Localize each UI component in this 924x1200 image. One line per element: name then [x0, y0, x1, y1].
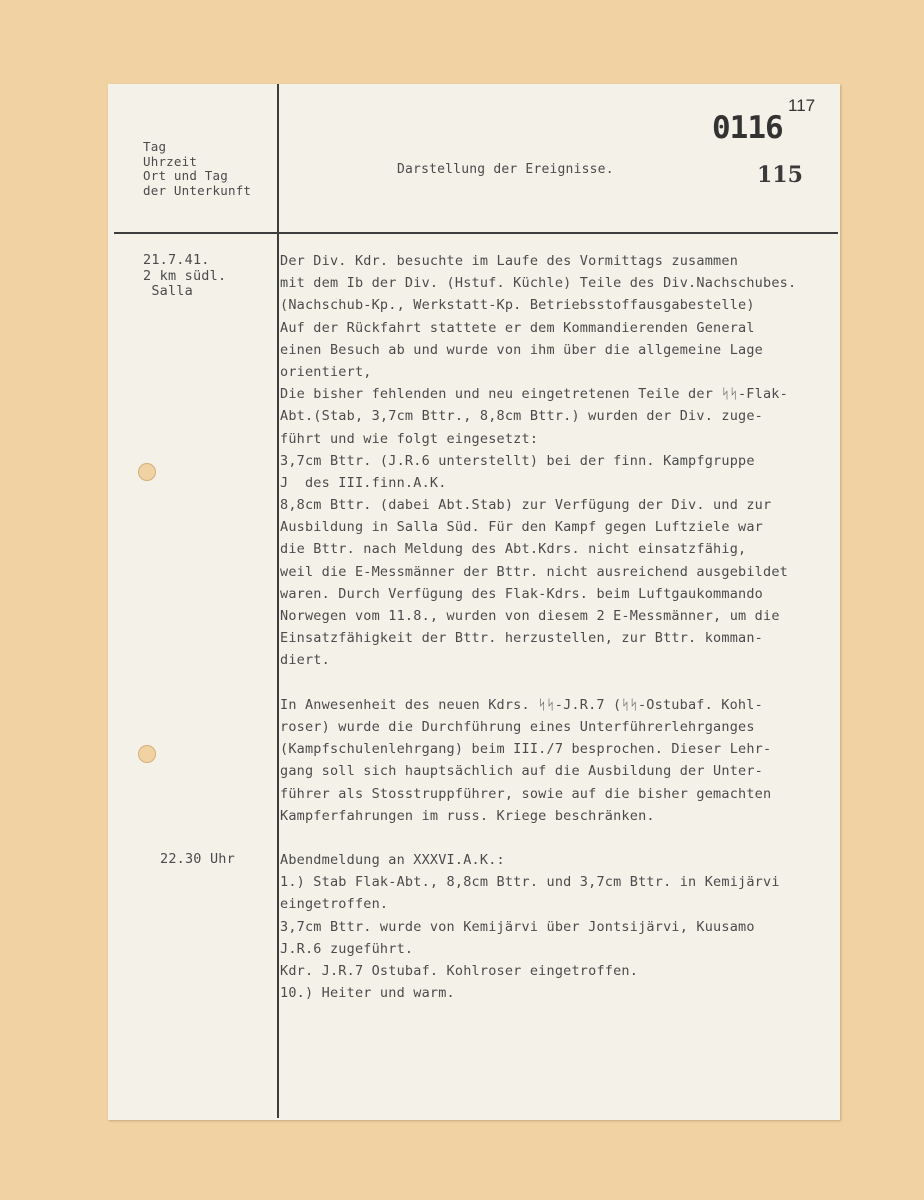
body-line: Ausbildung in Salla Süd. Für den Kampf gegen Luftziele war — [280, 519, 764, 536]
body-line: eingetroffen. — [280, 896, 389, 913]
body-line: (Kampfschulenlehrgang) beim III./7 besprochen. Dieser Lehr- — [280, 741, 772, 758]
header-divider — [114, 232, 838, 234]
report-body — [280, 250, 840, 1004]
body-line-blank — [280, 672, 840, 694]
stamp-page-number: 0116 — [712, 110, 783, 146]
body-line: Auf der Rückfahrt stattete er dem Kommandierenden General — [280, 319, 755, 336]
body-line: die Bttr. nach Meldung des Abt.Kdrs. nicht einsatzfähig, — [280, 541, 747, 558]
body-line: Der Div. Kdr. besuchte im Laufe des Vormittags zusammen — [280, 253, 739, 269]
header-label-ort: Ort und Tag — [143, 168, 228, 183]
stamp-page-number-small: 117 — [788, 96, 816, 115]
body-line: Einsatzfähigkeit der Bttr. herzustellen, zur Bttr. komman- — [280, 630, 764, 647]
body-line: 3,7cm Bttr. (J.R.6 unterstellt) bei der finn. Kampfgruppe — [280, 452, 755, 469]
header-label-unterkunft: der Unterkunft — [143, 182, 252, 198]
body-line: Kdr. J.R.7 Ostubaf. Kohlroser eingetroffen. — [280, 963, 639, 979]
body-line: roser) wurde die Durchführung eines Unterführerlehrganges — [280, 718, 755, 735]
entry-place-line2: Salla — [143, 283, 193, 299]
body-line: diert. — [280, 652, 330, 669]
body-line: Norwegen vom 11.8., wurden von diesem 2 E-Messmänner, um die — [280, 608, 780, 624]
body-line: J des III.finn.A.K. — [280, 474, 447, 491]
body-line: einen Besuch ab und wurde von ihm über die allgemeine Lage — [280, 341, 764, 358]
entry-date-place — [143, 253, 226, 300]
document-page — [108, 84, 840, 1120]
entry-time — [160, 852, 235, 868]
body-line: 10.) Heiter und warm. — [280, 985, 455, 1002]
body-line: führer als Stosstruppführer, sowie auf die bisher gemachten — [280, 785, 772, 802]
body-line: Abendmeldung an XXXVI.A.K.: — [280, 852, 505, 869]
column-divider — [277, 84, 279, 1118]
header-title: Darstellung der Ereignisse. — [397, 162, 614, 177]
body-line: In Anwesenheit des neuen Kdrs. ᛋᛋ-J.R.7 (ᛋᛋ-Ostubaf. Kohl- — [280, 696, 763, 713]
body-line: Die bisher fehlenden und neu eingetretenen Teile der ᛋᛋ-Flak- — [280, 386, 788, 403]
stamp-folio-number: 115 — [757, 162, 803, 188]
body-line: Kampferfahrungen im russ. Kriege beschränken. — [280, 807, 655, 824]
body-line: orientiert, — [280, 363, 372, 380]
body-line: mit dem Ib der Div. (Hstuf. Küchle) Teile des Div.Nachschubes. — [280, 275, 797, 292]
body-line: (Nachschub-Kp., Werkstatt-Kp. Betriebsstoffausgabestelle) — [280, 297, 755, 314]
header-label-uhrzeit: Uhrzeit — [143, 153, 198, 169]
entry-place-line1: 2 km südl. — [143, 267, 227, 284]
body-line: 8,8cm Bttr. (dabei Abt.Stab) zur Verfügung der Div. und zur — [280, 497, 772, 514]
header-label-tag: Tag — [143, 139, 167, 154]
body-line: waren. Durch Verfügung des Flak-Kdrs. beim Luftgaukommando — [280, 585, 764, 602]
body-line: führt und wie folgt eingesetzt: — [280, 430, 539, 447]
entry-time-value: 22.30 Uhr — [160, 851, 235, 867]
punch-hole-bottom — [138, 745, 156, 763]
body-line: 1.) Stab Flak-Abt., 8,8cm Bttr. und 3,7cm Bttr. in Kemijärvi — [280, 874, 780, 891]
body-line-blank — [280, 827, 840, 849]
body-line: Abt.(Stab, 3,7cm Bttr., 8,8cm Bttr.) wurden der Div. zuge- — [280, 408, 764, 425]
body-line: weil die E-Messmänner der Bttr. nicht ausreichend ausgebildet — [280, 563, 788, 580]
body-line: 3,7cm Bttr. wurde von Kemijärvi über Jontsijärvi, Kuusamo — [280, 918, 755, 935]
entry-date: 21.7.41. — [143, 252, 210, 268]
punch-hole-top — [138, 463, 156, 481]
header-column-labels — [143, 140, 251, 198]
body-line: J.R.6 zugeführt. — [280, 940, 414, 957]
body-line: gang soll sich hauptsächlich auf die Ausbildung der Unter- — [280, 763, 764, 780]
